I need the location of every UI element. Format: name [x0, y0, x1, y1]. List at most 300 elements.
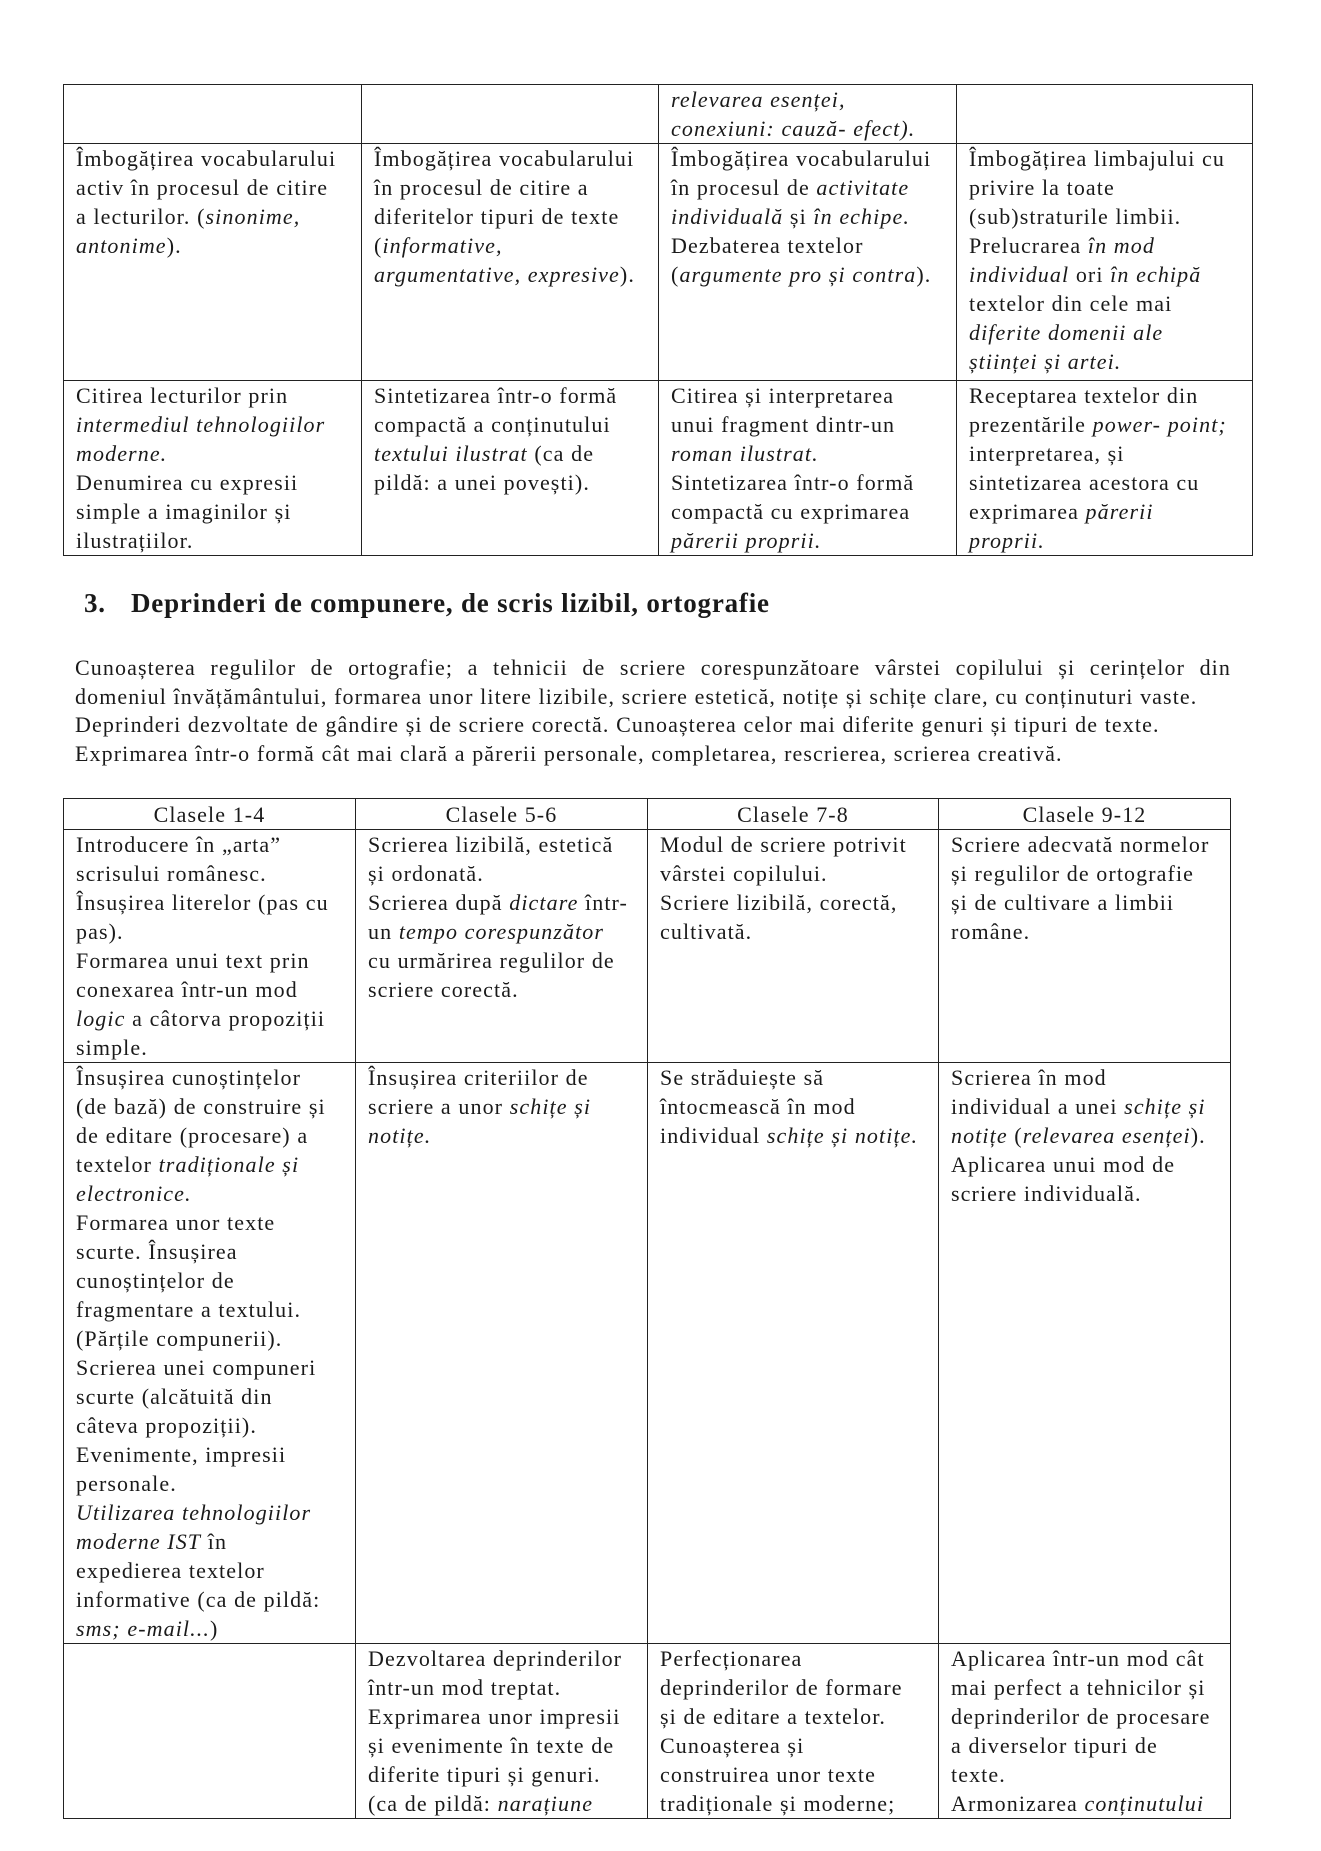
cell-line [76, 231, 357, 260]
cell-line [951, 1673, 1226, 1702]
cell-line [660, 1644, 934, 1673]
table-cell [64, 381, 362, 556]
table-body [64, 85, 1253, 556]
cell-line [951, 1731, 1226, 1760]
cell-line [671, 202, 952, 231]
text-run: (ca de pildă: [368, 1791, 498, 1816]
text-run: române. [951, 919, 1031, 944]
cell-line [76, 1440, 351, 1469]
cell-line [368, 1644, 643, 1673]
cell-line [671, 114, 952, 143]
text-run: Citirea lecturilor prin [76, 383, 289, 408]
italic-text-run: moderne IST [76, 1529, 202, 1554]
table-cell [957, 144, 1253, 381]
text-run: a câtorva propoziții [125, 1006, 326, 1031]
italic-text-run: notițe. [368, 1123, 432, 1148]
italic-text-run: în mod [1087, 233, 1155, 258]
italic-text-run: textului ilustrat [374, 441, 528, 466]
text-run: Însușirea criteriilor de [368, 1065, 589, 1090]
cell-line [76, 1179, 351, 1208]
text-run: și evenimente în texte de [368, 1733, 615, 1758]
text-run: prezentările [969, 412, 1093, 437]
cell-line [951, 1063, 1226, 1092]
text-run: activ în procesul de citire [76, 175, 329, 200]
italic-text-run: antonime [76, 233, 167, 258]
table-cell [659, 381, 957, 556]
cell-line [671, 439, 952, 468]
text-run: compactă cu exprimarea [671, 499, 911, 524]
column-header-grades-5-6: Clasele 5-6 [356, 799, 648, 830]
text-run: întocmească în mod [660, 1094, 856, 1119]
cell-line [374, 173, 654, 202]
cell-line [368, 859, 643, 888]
text-run: și de cultivare a limbii [951, 890, 1175, 915]
cell-line [969, 439, 1248, 468]
cell-line [76, 946, 351, 975]
cell-line [951, 1760, 1226, 1789]
cell-line [368, 917, 643, 946]
text-run: vârstei copilului. [660, 861, 828, 886]
cell-line [671, 144, 952, 173]
text-run: în procesul de [671, 175, 817, 200]
cell-line [76, 1353, 351, 1382]
cell-line [76, 1411, 351, 1440]
text-run: unui fragment dintr-un [671, 412, 896, 437]
text-run: și de editare a textelor. [660, 1704, 887, 1729]
italic-text-run: părerii [1085, 499, 1154, 524]
paragraph-line: Cunoașterea regulilor de ortografie; a tehnicii de scriere corespunzătoare vârstei copilului și cerințelor din [75, 655, 1231, 680]
cell-line [374, 381, 654, 410]
table-cell [939, 1063, 1231, 1644]
text-run: textelor din cele mai [969, 291, 1173, 316]
cell-line [660, 830, 934, 859]
text-run: Scrierea după [368, 890, 510, 915]
cell-line [660, 888, 934, 917]
text-run: cultivată. [660, 919, 753, 944]
italic-text-run: individuală [671, 204, 784, 229]
italic-text-run: în echipe. [813, 204, 910, 229]
text-run: ). [1190, 1123, 1206, 1148]
text-run: un [368, 919, 399, 944]
cell-line [368, 946, 643, 975]
text-run: ). [619, 262, 635, 287]
cell-line [76, 1150, 351, 1179]
cell-line [368, 975, 643, 1004]
text-run: compactă a conținutului [374, 412, 611, 437]
competency-table-continued [63, 84, 1253, 556]
text-run: scriere corectă. [368, 977, 519, 1002]
text-run: simple a imaginilor și [76, 499, 292, 524]
cell-line [368, 1760, 643, 1789]
text-run: ( [671, 262, 680, 287]
table-row [64, 85, 1253, 144]
text-run: simple. [76, 1035, 148, 1060]
cell-line [76, 1295, 351, 1324]
cell-line [76, 439, 357, 468]
text-run: Prelucrarea [969, 233, 1088, 258]
text-run: ( [1007, 1123, 1023, 1148]
cell-line [76, 1556, 351, 1585]
cell-line [76, 1498, 351, 1527]
text-run: Armonizarea [951, 1791, 1085, 1816]
italic-text-run: logic [76, 1006, 126, 1031]
text-run: deprinderilor de procesare [951, 1704, 1211, 1729]
italic-text-run: roman ilustrat. [671, 441, 819, 466]
table-row [64, 1644, 1231, 1819]
text-run: Aplicarea într-un mod cât [951, 1646, 1205, 1671]
cell-line [76, 1121, 351, 1150]
cell-line [969, 381, 1248, 410]
table-cell [659, 144, 957, 381]
text-run: în [201, 1529, 228, 1554]
text-run: (sub)straturile limbii. [969, 204, 1182, 229]
text-run: Scrierea în mod [951, 1065, 1107, 1090]
text-run: expedierea textelor [76, 1558, 265, 1583]
table-cell [939, 830, 1231, 1063]
cell-line [374, 231, 654, 260]
text-run: Receptarea textelor din [969, 383, 1199, 408]
cell-line [671, 497, 952, 526]
cell-line [671, 231, 952, 260]
table-cell [939, 1644, 1231, 1819]
table-cell [648, 1063, 939, 1644]
table-cell [356, 830, 648, 1063]
cell-line [76, 381, 357, 410]
text-run: Exprimarea unor impresii [368, 1704, 621, 1729]
cell-line [76, 497, 357, 526]
cell-line [76, 1266, 351, 1295]
text-run: scriere individuală. [951, 1181, 1142, 1206]
text-run: ilustrațiilor. [76, 528, 194, 553]
cell-line [76, 859, 351, 888]
table-cell [362, 144, 659, 381]
text-run: individual a unei [951, 1094, 1125, 1119]
cell-line [374, 202, 654, 231]
text-run: într- [578, 890, 628, 915]
cell-line [374, 439, 654, 468]
text-run: textelor [76, 1152, 159, 1177]
text-run: scurte (alcătuită din [76, 1384, 273, 1409]
cell-line [951, 1702, 1226, 1731]
italic-text-run: individual [969, 262, 1070, 287]
italic-text-run: relevarea esenței, [671, 87, 846, 112]
table-cell [64, 1063, 356, 1644]
text-run: într-un mod treptat. [368, 1675, 562, 1700]
text-run: diferite tipuri și genuri. [368, 1762, 601, 1787]
table-header [64, 799, 1231, 830]
table-cell [362, 85, 659, 144]
cell-line [969, 526, 1248, 555]
cell-line [671, 468, 952, 497]
italic-text-run: activitate [816, 175, 910, 200]
section-intro-paragraph [75, 654, 1231, 768]
text-run: și regulilor de ortografie [951, 861, 1195, 886]
cell-line [368, 1731, 643, 1760]
italic-text-run: schițe și notițe. [766, 1123, 919, 1148]
table-cell [64, 830, 356, 1063]
cell-line [660, 1673, 934, 1702]
cell-line [969, 202, 1248, 231]
text-run: Perfecționarea [660, 1646, 803, 1671]
text-run: câteva propoziții). [76, 1413, 257, 1438]
table-cell [64, 144, 362, 381]
table-row [64, 381, 1253, 556]
column-header-grades-9-12: Clasele 9-12 [939, 799, 1231, 830]
cell-line [969, 410, 1248, 439]
italic-text-run: conexiuni: cauză- efect). [671, 116, 916, 141]
cell-line [660, 859, 934, 888]
cell-line [76, 468, 357, 497]
italic-text-run: Utilizarea tehnologiilor [76, 1500, 312, 1525]
italic-text-run: sms; e-mail... [76, 1616, 210, 1641]
cell-line [368, 888, 643, 917]
text-run: Aplicarea unui mod de [951, 1152, 1176, 1177]
italic-text-run: schițe și [509, 1094, 592, 1119]
cell-line [660, 1789, 934, 1818]
text-run: sintetizarea acestora cu [969, 470, 1200, 495]
text-run: scriere a unor [368, 1094, 510, 1119]
italic-text-run: părerii proprii. [671, 528, 822, 553]
text-run: pas). [76, 919, 124, 944]
text-run: mai perfect a tehnicilor și [951, 1675, 1206, 1700]
text-run: informative (ca de pildă: [76, 1587, 321, 1612]
cell-line [368, 1063, 643, 1092]
text-run: scrisului românesc. [76, 861, 267, 886]
section-number: 3. [84, 588, 106, 618]
text-run: Însușirea literelor (pas cu [76, 890, 329, 915]
text-run: Scriere lizibilă, corectă, [660, 890, 898, 915]
table-cell [64, 1644, 356, 1819]
italic-text-run: diferite domenii ale [969, 320, 1164, 345]
cell-line [76, 526, 357, 555]
cell-line [951, 888, 1226, 917]
cell-line [368, 830, 643, 859]
text-run: Evenimente, impresii [76, 1442, 287, 1467]
text-run: texte. [951, 1762, 1006, 1787]
table-cell [957, 381, 1253, 556]
italic-text-run: schițe și [1124, 1094, 1206, 1119]
cell-line [76, 975, 351, 1004]
text-run: Introducere în „arta” [76, 832, 282, 857]
text-run: conexarea într-un mod [76, 977, 298, 1002]
text-run: ( [374, 233, 383, 258]
cell-line [368, 1673, 643, 1702]
table-body [64, 830, 1231, 1819]
cell-line [76, 144, 357, 173]
cell-line [76, 202, 357, 231]
table-cell [659, 85, 957, 144]
italic-text-run: power- point; [1092, 412, 1227, 437]
cell-line [76, 888, 351, 917]
writing-skills-table [63, 798, 1231, 1819]
cell-line [660, 1731, 934, 1760]
cell-line [76, 1469, 351, 1498]
text-run: Scrierea unei compuneri [76, 1355, 317, 1380]
cell-line [368, 1789, 643, 1818]
italic-text-run: conținutului [1084, 1791, 1205, 1816]
column-header-grades-1-4: Clasele 1-4 [64, 799, 356, 830]
column-header-grades-7-8: Clasele 7-8 [648, 799, 939, 830]
cell-line [76, 1237, 351, 1266]
table-cell [957, 85, 1253, 144]
cell-line [951, 859, 1226, 888]
text-run: tradiționale și moderne; [660, 1791, 896, 1816]
cell-line [951, 830, 1226, 859]
italic-text-run: narațiune [497, 1791, 594, 1816]
italic-text-run: argumentative, expresive [374, 262, 620, 287]
section-heading [0, 588, 1321, 618]
cell-line [951, 1789, 1226, 1818]
text-run: individual [660, 1123, 767, 1148]
cell-line [374, 468, 654, 497]
text-run: Denumirea cu expresii [76, 470, 299, 495]
cell-line [368, 1702, 643, 1731]
table-cell [362, 381, 659, 556]
text-run: Se străduiește să [660, 1065, 825, 1090]
text-run: Îmbogățirea limbajului cu [969, 146, 1225, 171]
text-run: Sintetizarea într-o formă [671, 470, 915, 495]
cell-line [76, 173, 357, 202]
text-run: construirea unor texte [660, 1762, 877, 1787]
text-run: Îmbogățirea vocabularului [76, 146, 337, 171]
text-run: ) [209, 1616, 219, 1641]
text-run: Scriere adecvată normelor [951, 832, 1210, 857]
text-run: Dezbaterea textelor [671, 233, 864, 258]
table-row [64, 1063, 1231, 1644]
section-title: Deprinderi de compunere, de scris lizibil, ortografie [131, 588, 770, 618]
text-run: Formarea unui text prin [76, 948, 310, 973]
paragraph-line: Deprinderi dezvoltate de gândire și de scriere corectă. Cunoașterea celor mai diferite genuri și tipuri de texte. [75, 712, 1160, 737]
italic-text-run: informative, [382, 233, 503, 258]
cell-line [969, 231, 1248, 260]
text-run: Îmbogățirea vocabularului [374, 146, 635, 171]
cell-line [76, 1614, 351, 1643]
cell-line [374, 144, 654, 173]
text-run: Dezvoltarea deprinderilor [368, 1646, 623, 1671]
cell-line [76, 1004, 351, 1033]
paragraph-line: domeniul învățământului, formarea unor litere lizibile, scriere estetică, notițe și schițe clare, cu conținuturi vaste. [75, 683, 1198, 709]
table-cell [648, 830, 939, 1063]
italic-text-run: sinonime, [205, 204, 301, 229]
cell-line [76, 830, 351, 859]
text-run: Modul de scriere potrivit [660, 832, 907, 857]
cell-line [660, 1702, 934, 1731]
text-run: Însușirea cunoștințelor [76, 1065, 302, 1090]
italic-text-run: tradiționale și [158, 1152, 300, 1177]
cell-line [969, 347, 1248, 376]
cell-line [368, 1121, 643, 1150]
text-run: a diverselor tipuri de [951, 1733, 1158, 1758]
text-run: cunoștințelor de [76, 1268, 235, 1293]
cell-line [969, 318, 1248, 347]
text-run: ). [166, 233, 182, 258]
text-run: personale. [76, 1471, 177, 1496]
cell-line [951, 1121, 1226, 1150]
cell-line [671, 260, 952, 289]
table-cell [356, 1063, 648, 1644]
text-run: ori [1069, 262, 1111, 287]
text-run: interpretarea, și [969, 441, 1125, 466]
cell-line [969, 173, 1248, 202]
text-run: (Părțile compunerii). [76, 1326, 283, 1351]
text-run: deprinderilor de formare [660, 1675, 903, 1700]
table-cell [648, 1644, 939, 1819]
cell-line [969, 468, 1248, 497]
cell-line [969, 289, 1248, 318]
cell-line [76, 1033, 351, 1062]
text-run: în procesul de citire a [374, 175, 589, 200]
text-run: Scrierea lizibilă, estetică [368, 832, 614, 857]
italic-text-run: notițe [951, 1123, 1008, 1148]
text-run: și ordonată. [368, 861, 484, 886]
italic-text-run: electronice. [76, 1181, 192, 1206]
cell-line [76, 1092, 351, 1121]
cell-line [76, 1527, 351, 1556]
text-run: scurte. Însușirea [76, 1239, 238, 1264]
cell-line [969, 497, 1248, 526]
cell-line [76, 410, 357, 439]
cell-line [76, 1208, 351, 1237]
header-row [64, 799, 1231, 830]
table-cell [64, 85, 362, 144]
text-run: cu urmărirea regulilor de [368, 948, 615, 973]
text-run: Îmbogățirea vocabularului [671, 146, 932, 171]
cell-line [76, 1063, 351, 1092]
text-run: și [783, 204, 814, 229]
italic-text-run: în echipă [1110, 262, 1202, 287]
text-run: ). [916, 262, 932, 287]
cell-line [671, 85, 952, 114]
cell-line [671, 526, 952, 555]
cell-line [76, 917, 351, 946]
text-run: diferitelor tipuri de texte [374, 204, 620, 229]
italic-text-run: proprii. [969, 528, 1045, 553]
text-run: (de bază) de construire și [76, 1094, 326, 1119]
cell-line [76, 1382, 351, 1411]
cell-line [374, 260, 654, 289]
italic-text-run: moderne. [76, 441, 168, 466]
cell-line [969, 260, 1248, 289]
cell-line [660, 1121, 934, 1150]
cell-line [671, 173, 952, 202]
text-run: fragmentare a textului. [76, 1297, 302, 1322]
text-run: (ca de [527, 441, 595, 466]
text-run: exprimarea [969, 499, 1086, 524]
cell-line [374, 410, 654, 439]
text-run: privire la toate [969, 175, 1115, 200]
cell-line [951, 1150, 1226, 1179]
italic-text-run: științei și artei. [969, 349, 1122, 374]
cell-line [660, 917, 934, 946]
cell-line [76, 1324, 351, 1353]
cell-line [660, 1760, 934, 1789]
italic-text-run: dictare [509, 890, 579, 915]
cell-line [76, 1585, 351, 1614]
cell-line [368, 1092, 643, 1121]
text-run: de editare (procesare) a [76, 1123, 309, 1148]
cell-line [951, 917, 1226, 946]
text-run: Sintetizarea într-o formă [374, 383, 618, 408]
cell-line [671, 410, 952, 439]
cell-line [951, 1644, 1226, 1673]
cell-line [671, 381, 952, 410]
italic-text-run: intermediul tehnologiilor [76, 412, 326, 437]
text-run: pildă: a unei povești). [374, 470, 590, 495]
table-row [64, 144, 1253, 381]
text-run: Cunoașterea și [660, 1733, 805, 1758]
italic-text-run: tempo corespunzător [398, 919, 605, 944]
text-run: Citirea și interpretarea [671, 383, 895, 408]
